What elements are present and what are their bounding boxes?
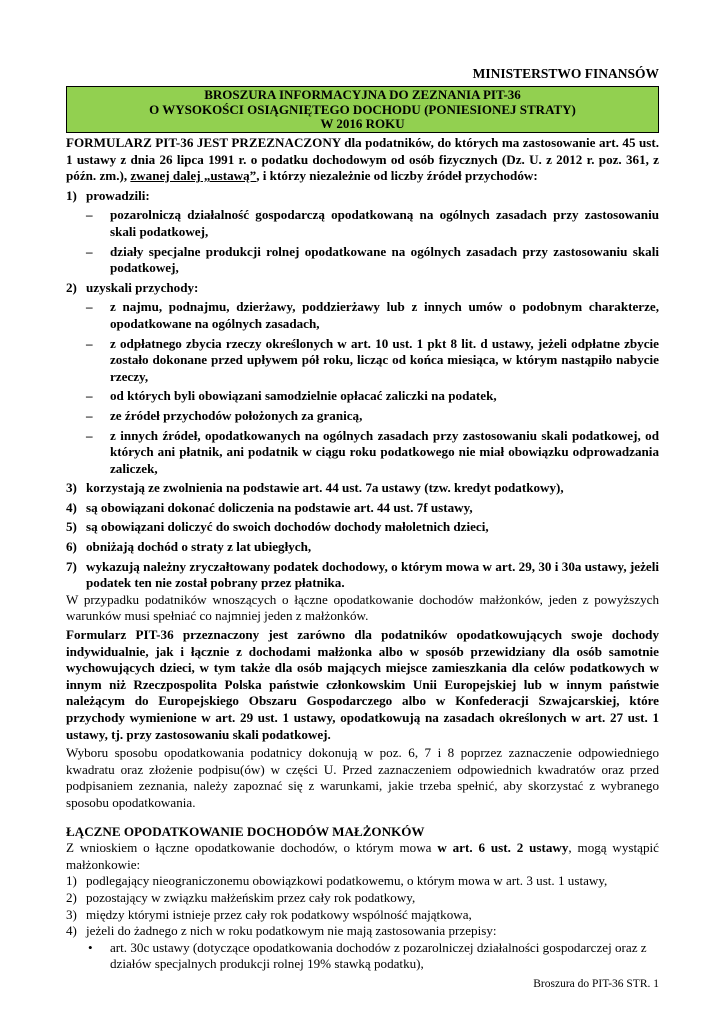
banner-line: W 2016 ROKU <box>320 116 405 132</box>
list-number: 2) <box>66 889 77 905</box>
list-item <box>66 480 659 497</box>
sub-list-item <box>86 428 659 478</box>
banner-line: O WYSOKOŚCI OSIĄGNIĘTEGO DOCHODU (PONIESIONEJ STRATY) <box>149 101 576 117</box>
sub-list-item <box>86 408 659 425</box>
dash-marker: – <box>86 207 93 223</box>
page-footer: Broszura do PIT-36 STR. 1 <box>533 978 659 990</box>
list-number: 6) <box>66 539 77 555</box>
bullet-item <box>86 940 659 973</box>
list-text: obniżają dochód o straty z lat ubiegłych, <box>86 539 312 555</box>
list-item <box>66 188 659 205</box>
list-number: 3) <box>66 480 77 496</box>
sub-list-text: działy specjalne produkcji rolnej opodatkowane na ogólnych zasadach przy zastosowaniu skali podatkowej, <box>110 243 659 276</box>
sub-list-text: od których byli obowiązani samodzielnie opłacać zaliczki na podatek, <box>110 388 497 404</box>
joint-list-item <box>66 907 659 924</box>
intro-text-end: , i którzy niezależnie od liczby źródeł przychodów: <box>256 168 538 184</box>
form-purpose-paragraph: Formularz PIT-36 przeznaczony jest zarówno dla podatników opodatkowujących swoje dochody indywidualnie, jak i łącznie z dochodami małżonka albo w sposób przewidziany dla osób samotnie wychowujących dzieci, w tym także dla osób mających miejsce zamieszkania dla celów podatkowych w innym niż Rzeczpospolita Polska państwie członkowskim Unii Europejskiej lub w innym państwie należącym do Europejskiego Obszaru Gospodarczego albo w Konfederacji Szwajcarskiej, które przychody wymienione w art. 29 ust. 1 ustawy, opodatkowują na zasadach określonych w art. 27 ust. 1 ustawy, tj. przy zastosowaniu skali podatkowej. <box>66 627 659 742</box>
list-item <box>66 280 659 297</box>
dash-marker: – <box>86 243 93 259</box>
joint-lead-reference: w art. 6 ust. 2 ustawy <box>437 840 569 856</box>
dash-marker: – <box>86 427 93 443</box>
document-body <box>66 135 659 973</box>
intro-underlined-term: zwanej dalej „ustawą” <box>130 168 257 184</box>
spouse-condition-paragraph: W przypadku podatników wnoszących o łączne opodatkowanie dochodów małżonków, jeden z powyższych warunków musi spełniać co najmniej jeden z małżonków. <box>66 591 659 624</box>
list-text: jeżeli do żadnego z nich w roku podatkowym nie mają zastosowania przepisy: <box>86 923 497 939</box>
ministry-name: MINISTERSTWO FINANSÓW <box>472 66 659 81</box>
taxation-choice-paragraph: Wyboru sposobu opodatkowania podatnicy dokonują w poz. 6, 7 i 8 poprzez zaznaczenie odpowiedniego kwadratu oraz złożenie podpisu(ów) w części U. Przed zaznaczeniem odpowiednich kwadratów oraz przed podpisaniem zeznania, należy zapoznać się z warunkami, jakie trzeba spełnić, aby skorzystać z wybranego sposobu opodatkowania. <box>66 745 659 810</box>
bullet-text: art. 30c ustawy (dotyczące opodatkowania dochodów z pozarolniczej działalności gospodarczej oraz z działów specjalnych produkcji rolnej 19% stawką podatku), <box>110 939 647 972</box>
list-item <box>66 519 659 536</box>
list-number: 7) <box>66 558 77 574</box>
dash-marker: – <box>86 335 93 351</box>
list-number: 2) <box>66 279 77 295</box>
joint-lead-text-end: , mogą wystąpić małżonkowie: <box>66 840 659 872</box>
dash-marker: – <box>86 388 93 404</box>
list-item <box>66 500 659 517</box>
list-text: podlegający nieograniczonemu obowiązkowi podatkowemu, o którym mowa w art. 3 ust. 1 ustawy, <box>86 873 608 889</box>
title-banner <box>66 86 659 133</box>
sub-list-text: z innych źródeł, opodatkowanych na ogólnych zasadach przy zastosowaniu skali podatkowej, od których ani płatnik, ani podatnik w ciągu roku podatkowego nie miał obowiązku odprowadzania zaliczek, <box>110 427 659 476</box>
list-text: są obowiązani dokonać doliczenia na podstawie art. 44 ust. 7f ustawy, <box>86 499 473 515</box>
list-text: między którymi istnieje przez cały rok podatkowy wspólność majątkowa, <box>86 906 472 922</box>
list-item <box>66 539 659 556</box>
sub-list-item <box>86 207 659 240</box>
bullet-icon: • <box>88 939 93 955</box>
list-number: 5) <box>66 519 77 535</box>
dash-marker: – <box>86 407 93 423</box>
intro-paragraph <box>66 135 659 185</box>
banner-line: BROSZURA INFORMACYJNA DO ZEZNANIA PIT-36 <box>204 87 521 102</box>
list-text: wykazują należny zryczałtowany podatek dochodowy, o którym mowa w art. 29, 30 i 30a ustawy, jeżeli podatek ten nie został pobrany przez płatnika. <box>86 558 659 591</box>
list-text: korzystają ze zwolnienia na podstawie art. 44 ust. 7a ustawy (tzw. kredyt podatkowy), <box>86 480 564 496</box>
list-text: uzyskali przychody: <box>86 279 199 295</box>
joint-list-item <box>66 873 659 890</box>
sub-list-text: z najmu, podnajmu, dzierżawy, poddzierżawy lub z innych umów o podobnym charakterze, opodatkowane na ogólnych zasadach, <box>110 299 659 331</box>
sub-list-text: z odpłatnego zbycia rzeczy określonych w art. 10 ust. 1 pkt 8 lit. d ustawy, jeżeli odpłatne zbycie zostało dokonane przed upływem pół roku, licząc od końca miesiąca, w którym nastąpiło nabycie rzeczy, <box>110 335 659 384</box>
joint-list-item <box>66 923 659 940</box>
list-number: 1) <box>66 873 77 889</box>
joint-lead-paragraph <box>66 840 659 873</box>
intro-text: FORMULARZ PIT-36 JEST PRZEZNACZONY dla podatników, do których ma zastosowanie art. 45 ust. 1 ustawy z dnia 26 lipca 1991 r. o podatku dochodowym od osób fizycznych (Dz. U. z 2012 r. poz. 361, z późn. zm.), <box>66 135 659 184</box>
sub-list-item <box>86 244 659 277</box>
list-text: prowadzili: <box>86 187 150 203</box>
list-text: są obowiązani doliczyć do swoich dochodów dochody małoletnich dzieci, <box>86 519 489 535</box>
list-text: pozostający w związku małżeńskim przez cały rok podatkowy, <box>86 889 416 905</box>
dash-marker: – <box>86 299 93 315</box>
list-number: 1) <box>66 187 77 203</box>
sub-list-item <box>86 388 659 405</box>
sub-list-item <box>86 336 659 386</box>
sub-list-text: ze źródeł przychodów położonych za granicą, <box>110 407 363 423</box>
list-item <box>66 559 659 592</box>
joint-lead-text: Z wnioskiem o łączne opodatkowanie dochodów, o którym mowa <box>66 840 438 856</box>
section-heading: ŁĄCZNE OPODATKOWANIE DOCHODÓW MAŁŻONKÓW <box>66 823 425 839</box>
list-number: 4) <box>66 923 77 939</box>
sub-list-text: pozarolniczą działalność gospodarczą opodatkowaną na ogólnych zasadach przy zastosowaniu skali podatkowej, <box>110 207 659 239</box>
list-number: 4) <box>66 499 77 515</box>
sub-list-item <box>86 299 659 332</box>
list-number: 3) <box>66 906 77 922</box>
joint-list-item <box>66 890 659 907</box>
